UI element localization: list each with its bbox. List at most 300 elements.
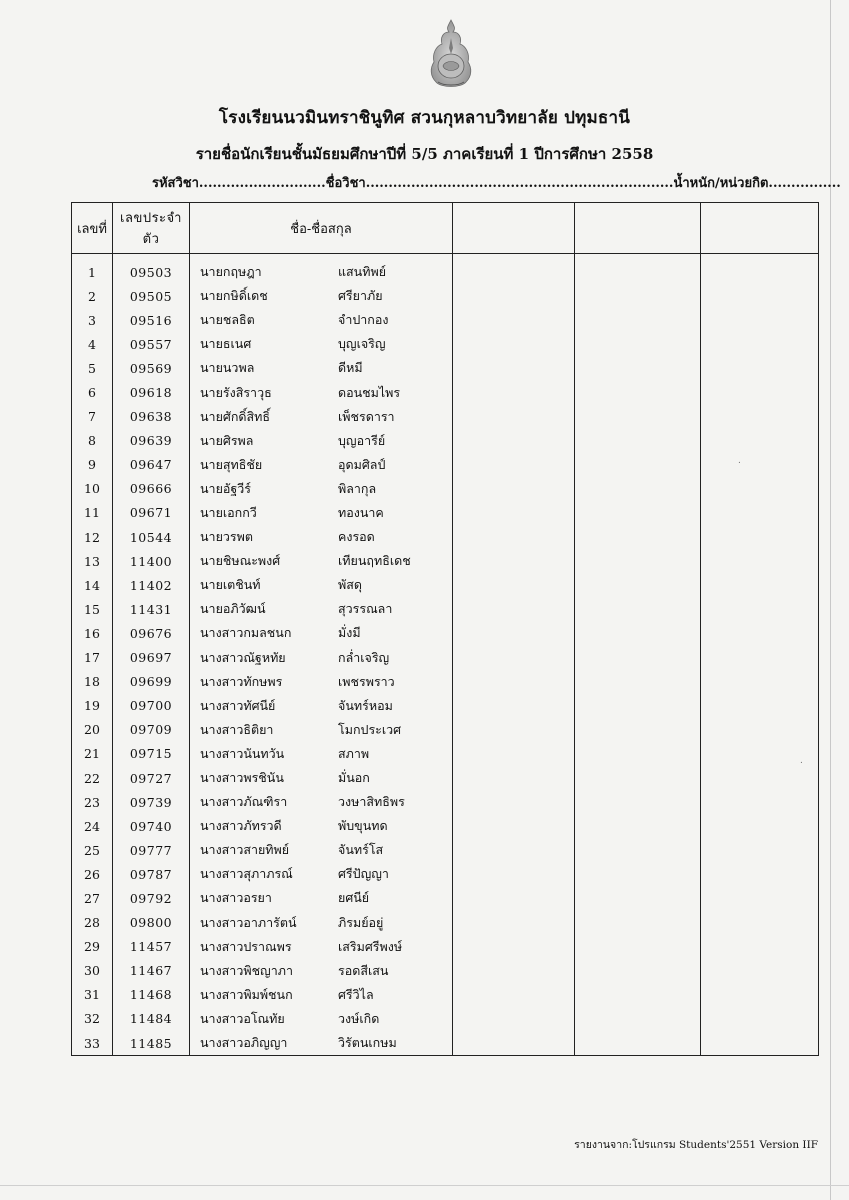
blank-score-cell [453, 766, 575, 790]
table-row [72, 284, 819, 308]
blank-score-cell [575, 983, 701, 1007]
blank-score-cell [575, 308, 701, 332]
student-name [190, 332, 453, 356]
blank-score-cell [701, 405, 819, 429]
row-number: 8 [72, 429, 113, 453]
blank-score-cell [701, 380, 819, 404]
table-row [72, 646, 819, 670]
student-name [190, 573, 453, 597]
row-number: 15 [72, 597, 113, 621]
subject-name-field: ชื่อวิชา.................................................................... [325, 176, 674, 191]
student-first-name: นายเตชินท์ [200, 577, 261, 593]
student-first-name: นางสาวนันทวัน [200, 745, 285, 761]
table-row [72, 670, 819, 694]
student-name [190, 959, 453, 983]
blank-score-cell [575, 646, 701, 670]
student-first-name: นายรังสิราวุธ [200, 384, 272, 400]
student-first-name: นางสาวทักษพร [200, 673, 283, 689]
table-row [72, 694, 819, 718]
table-row [72, 573, 819, 597]
student-name [190, 718, 453, 742]
blank-score-cell [701, 1031, 819, 1056]
student-first-name: นางสาวสุภาภรณ์ [200, 866, 293, 882]
student-name [190, 838, 453, 862]
blank-score-cell [575, 501, 701, 525]
blank-score-cell [701, 670, 819, 694]
table-row [72, 935, 819, 959]
table-row [72, 308, 819, 332]
blank-score-cell [701, 983, 819, 1007]
student-roster-table [71, 202, 819, 1056]
table-row [72, 380, 819, 404]
row-number: 3 [72, 308, 113, 332]
blank-score-cell [575, 959, 701, 983]
row-number: 16 [72, 621, 113, 645]
blank-score-cell [701, 838, 819, 862]
blank-score-cell [701, 935, 819, 959]
student-last-name: ยศนีย์ [338, 890, 370, 906]
blank-score-cell [575, 814, 701, 838]
blank-score-cell [575, 332, 701, 356]
student-first-name: นายศักดิ์สิทธิ์ [200, 408, 271, 424]
student-id: 09800 [113, 911, 190, 935]
blank-score-cell [701, 1007, 819, 1031]
row-number: 14 [72, 573, 113, 597]
row-number: 21 [72, 742, 113, 766]
student-name [190, 501, 453, 525]
student-id: 09505 [113, 284, 190, 308]
blank-score-cell [453, 477, 575, 501]
blank-score-cell [453, 790, 575, 814]
row-number: 18 [72, 670, 113, 694]
row-number: 24 [72, 814, 113, 838]
blank-score-cell [575, 405, 701, 429]
blank-score-cell [575, 1031, 701, 1056]
row-number: 5 [72, 356, 113, 380]
student-last-name: มั่งมี [338, 625, 361, 641]
student-name [190, 911, 453, 935]
student-name [190, 886, 453, 910]
blank-score-cell [453, 646, 575, 670]
column-header-blank-1 [453, 203, 575, 254]
credit-field: น้ำหนัก/หน่วยกิต................ [673, 176, 841, 191]
student-first-name: นางสาวอโณทัย [200, 1010, 285, 1026]
student-name [190, 308, 453, 332]
student-name [190, 646, 453, 670]
student-id: 09787 [113, 862, 190, 886]
row-number: 19 [72, 694, 113, 718]
student-id: 09557 [113, 332, 190, 356]
blank-score-cell [575, 838, 701, 862]
blank-score-cell [453, 429, 575, 453]
blank-score-cell [575, 453, 701, 477]
student-name [190, 380, 453, 404]
student-last-name: ดอนชมไพร [338, 384, 401, 400]
student-id: 11402 [113, 573, 190, 597]
student-last-name: กล่ำเจริญ [338, 649, 390, 665]
blank-score-cell [453, 525, 575, 549]
student-id: 09618 [113, 380, 190, 404]
blank-score-cell [575, 380, 701, 404]
blank-score-cell [575, 477, 701, 501]
student-first-name: นายชิษณะพงศ์ [200, 553, 281, 569]
student-first-name: นางสาวพิชญาภา [200, 962, 293, 978]
school-title: โรงเรียนนวมินทราชินูทิศ สวนกุหลาบวิทยาลัย ปทุมธานี [218, 108, 631, 128]
student-name [190, 694, 453, 718]
row-number: 31 [72, 983, 113, 1007]
row-number: 10 [72, 477, 113, 501]
page-edge-bottom [0, 1185, 849, 1186]
blank-score-cell [701, 597, 819, 621]
row-number: 6 [72, 380, 113, 404]
student-id: 11485 [113, 1031, 190, 1056]
student-first-name: นางสาวกมลชนก [200, 625, 292, 641]
student-id: 09715 [113, 742, 190, 766]
blank-score-cell [453, 935, 575, 959]
student-last-name: พัสดุ [338, 577, 362, 593]
blank-score-cell [453, 260, 575, 284]
student-last-name: แสนทิพย์ [338, 264, 387, 280]
row-number: 20 [72, 718, 113, 742]
table-row [72, 1007, 819, 1031]
table-row [72, 766, 819, 790]
row-number: 32 [72, 1007, 113, 1031]
blank-score-cell [701, 766, 819, 790]
student-name [190, 405, 453, 429]
student-last-name: บุญอารีย์ [338, 432, 386, 448]
student-last-name: สภาพ [338, 745, 370, 761]
blank-score-cell [701, 525, 819, 549]
student-first-name: นางสาวปราณพร [200, 938, 292, 954]
student-last-name: จันทร์โส [338, 842, 384, 858]
blank-score-cell [701, 814, 819, 838]
student-id: 11467 [113, 959, 190, 983]
student-name [190, 621, 453, 645]
row-number: 12 [72, 525, 113, 549]
student-id: 09777 [113, 838, 190, 862]
student-last-name: โมกประเวศ [338, 721, 402, 737]
row-number: 30 [72, 959, 113, 983]
student-id: 10544 [113, 525, 190, 549]
student-last-name: เสริมศรีพงษ์ [338, 938, 403, 954]
student-id: 11484 [113, 1007, 190, 1031]
blank-score-cell [453, 983, 575, 1007]
student-name [190, 453, 453, 477]
student-id: 09638 [113, 405, 190, 429]
table-row [72, 621, 819, 645]
student-name [190, 742, 453, 766]
blank-score-cell [453, 284, 575, 308]
student-last-name: จันทร์หอม [338, 697, 393, 713]
student-last-name: จำปากอง [338, 312, 389, 328]
blank-score-cell [575, 862, 701, 886]
row-number: 33 [72, 1031, 113, 1056]
column-header-number: เลขที่ [72, 203, 113, 254]
blank-score-cell [453, 742, 575, 766]
blank-score-cell [453, 356, 575, 380]
student-last-name: ภิรมย์อยู่ [338, 914, 384, 930]
student-first-name: นายกฤษฎา [200, 264, 262, 280]
blank-score-cell [453, 694, 575, 718]
table-row [72, 549, 819, 573]
blank-score-cell [701, 260, 819, 284]
student-last-name: เพ็ชรดารา [338, 408, 395, 424]
student-last-name: เพชรพราว [338, 673, 395, 689]
row-number: 25 [72, 838, 113, 862]
student-name [190, 477, 453, 501]
row-number: 22 [72, 766, 113, 790]
student-first-name: นายสุทธิชัย [200, 456, 263, 472]
student-name [190, 525, 453, 549]
blank-score-cell [701, 959, 819, 983]
blank-score-cell [575, 260, 701, 284]
blank-score-cell [575, 621, 701, 645]
table-row [72, 429, 819, 453]
student-id: 09697 [113, 646, 190, 670]
blank-score-cell [701, 911, 819, 935]
blank-score-cell [453, 308, 575, 332]
student-first-name: นางสาวทัศนีย์ [200, 697, 276, 713]
student-id: 11468 [113, 983, 190, 1007]
table-row [72, 959, 819, 983]
blank-score-cell [701, 356, 819, 380]
student-last-name: ศรียาภัย [338, 288, 383, 304]
blank-score-cell [575, 935, 701, 959]
student-name [190, 1007, 453, 1031]
subject-code-field: รหัสวิชา............................ [152, 176, 326, 191]
blank-score-cell [453, 1031, 575, 1056]
row-number: 7 [72, 405, 113, 429]
student-first-name: นายนวพล [200, 360, 255, 376]
blank-score-cell [575, 284, 701, 308]
blank-score-cell [453, 549, 575, 573]
student-name [190, 670, 453, 694]
column-header-blank-3 [701, 203, 819, 254]
student-id: 09666 [113, 477, 190, 501]
blank-score-cell [575, 429, 701, 453]
table-row [72, 790, 819, 814]
student-last-name: วงษ์เกิด [338, 1010, 380, 1026]
blank-score-cell [575, 573, 701, 597]
table-row [72, 1031, 819, 1056]
row-number: 26 [72, 862, 113, 886]
blank-score-cell [575, 549, 701, 573]
student-first-name: นายอัฐวีร์ [200, 480, 252, 496]
student-last-name: วิรัตนเกษม [338, 1035, 397, 1051]
student-name [190, 935, 453, 959]
student-name [190, 597, 453, 621]
student-name [190, 429, 453, 453]
student-first-name: นายธเนศ [200, 336, 252, 352]
table-header-row [72, 203, 819, 254]
student-last-name: เทียนฤทธิเดช [338, 553, 411, 569]
student-first-name: นายอภิวัฒน์ [200, 601, 266, 617]
table-row [72, 886, 819, 910]
report-source-footer: รายงานจาก:โปรแกรม Students'2551 Version IIF [574, 1139, 818, 1151]
student-id: 09792 [113, 886, 190, 910]
student-last-name: คงรอด [338, 529, 375, 545]
blank-score-cell [575, 597, 701, 621]
row-number: 4 [72, 332, 113, 356]
table-row [72, 718, 819, 742]
student-first-name: นายเอกกวี [200, 504, 257, 520]
student-id: 09639 [113, 429, 190, 453]
blank-score-cell [575, 766, 701, 790]
student-first-name: นางสาวณัฐหทัย [200, 649, 286, 665]
student-id: 11457 [113, 935, 190, 959]
student-first-name: นางสาวภัณฑิรา [200, 794, 288, 810]
student-id: 09739 [113, 790, 190, 814]
scan-speck: . [738, 456, 741, 466]
row-number: 28 [72, 911, 113, 935]
blank-score-cell [575, 525, 701, 549]
blank-score-cell [701, 646, 819, 670]
blank-score-cell [701, 308, 819, 332]
student-name [190, 766, 453, 790]
student-name [190, 356, 453, 380]
student-first-name: นางสาวสายทิพย์ [200, 842, 290, 858]
blank-score-cell [453, 959, 575, 983]
student-name [190, 790, 453, 814]
blank-score-cell [701, 429, 819, 453]
student-id: 09671 [113, 501, 190, 525]
blank-score-cell [453, 670, 575, 694]
student-name [190, 260, 453, 284]
column-header-name: ชื่อ-ชื่อสกุล [190, 203, 453, 254]
student-name [190, 862, 453, 886]
table-row [72, 501, 819, 525]
table-row [72, 983, 819, 1007]
blank-score-cell [575, 911, 701, 935]
table-row [72, 911, 819, 935]
blank-score-cell [701, 453, 819, 477]
table-row [72, 453, 819, 477]
blank-score-cell [575, 886, 701, 910]
blank-score-cell [575, 670, 701, 694]
student-first-name: นางสาวภัทรวดี [200, 818, 282, 834]
blank-score-cell [575, 742, 701, 766]
table-row [72, 356, 819, 380]
row-number: 9 [72, 453, 113, 477]
student-last-name: พิลากุล [338, 480, 377, 496]
student-last-name: บุญเจริญ [338, 336, 386, 352]
student-id: 09709 [113, 718, 190, 742]
blank-score-cell [453, 718, 575, 742]
scan-speck: . [800, 756, 803, 766]
student-id: 09727 [113, 766, 190, 790]
blank-score-cell [453, 886, 575, 910]
blank-score-cell [575, 790, 701, 814]
table-row [72, 814, 819, 838]
student-id: 09516 [113, 308, 190, 332]
student-first-name: นางสาวพิมพ์ชนก [200, 986, 293, 1002]
student-id: 11400 [113, 549, 190, 573]
student-id: 09700 [113, 694, 190, 718]
subject-info-line [152, 172, 841, 193]
blank-score-cell [453, 838, 575, 862]
blank-score-cell [575, 694, 701, 718]
student-last-name: วงษาสิทธิพร [338, 794, 405, 810]
blank-score-cell [701, 718, 819, 742]
blank-score-cell [453, 911, 575, 935]
student-first-name: นางสาวพรชินัน [200, 770, 284, 786]
student-last-name: อุดมศิลป์ [338, 456, 386, 472]
student-first-name: นางสาวอาภารัตน์ [200, 914, 297, 930]
blank-score-cell [453, 332, 575, 356]
blank-score-cell [701, 862, 819, 886]
student-first-name: นางสาวอรยา [200, 890, 272, 906]
blank-score-cell [701, 886, 819, 910]
blank-score-cell [453, 453, 575, 477]
student-id: 09647 [113, 453, 190, 477]
student-last-name: สุวรรณลา [338, 601, 393, 617]
blank-score-cell [701, 790, 819, 814]
student-first-name: นางสาวธิติยา [200, 721, 274, 737]
student-id: 09676 [113, 621, 190, 645]
student-name [190, 1031, 453, 1056]
table-row [72, 405, 819, 429]
table-row [72, 525, 819, 549]
blank-score-cell [575, 1007, 701, 1031]
blank-score-cell [701, 549, 819, 573]
blank-score-cell [453, 597, 575, 621]
student-id: 09503 [113, 260, 190, 284]
row-number: 13 [72, 549, 113, 573]
class-roster-title: รายชื่อนักเรียนชั้นมัธยมศึกษาปีที่ 5/5 ภาคเรียนที่ 1 ปีการศึกษา 2558 [195, 145, 654, 163]
blank-score-cell [453, 380, 575, 404]
column-header-student-id: เลขประจำตัว [113, 203, 190, 254]
row-number: 17 [72, 646, 113, 670]
student-first-name: นายศิรพล [200, 432, 254, 448]
student-name [190, 284, 453, 308]
row-number: 1 [72, 260, 113, 284]
table-row [72, 597, 819, 621]
blank-score-cell [701, 621, 819, 645]
blank-score-cell [453, 621, 575, 645]
student-last-name: มั่นอก [338, 770, 370, 786]
student-id: 09740 [113, 814, 190, 838]
student-first-name: นายวรพต [200, 529, 253, 545]
row-number: 2 [72, 284, 113, 308]
row-number: 29 [72, 935, 113, 959]
table-row [72, 260, 819, 284]
student-id: 09699 [113, 670, 190, 694]
student-name [190, 814, 453, 838]
student-last-name: ศรีวิไล [338, 986, 374, 1002]
student-first-name: นายกษิดิ์เดช [200, 288, 268, 304]
blank-score-cell [701, 332, 819, 356]
blank-score-cell [701, 501, 819, 525]
blank-score-cell [701, 477, 819, 501]
row-number: 27 [72, 886, 113, 910]
student-id: 09569 [113, 356, 190, 380]
student-name [190, 983, 453, 1007]
column-header-blank-2 [575, 203, 701, 254]
blank-score-cell [575, 718, 701, 742]
blank-score-cell [701, 694, 819, 718]
blank-score-cell [701, 284, 819, 308]
table-row [72, 742, 819, 766]
student-name [190, 549, 453, 573]
blank-score-cell [453, 814, 575, 838]
blank-score-cell [575, 356, 701, 380]
blank-score-cell [453, 573, 575, 597]
table-row [72, 477, 819, 501]
blank-score-cell [453, 862, 575, 886]
student-first-name: นางสาวอภิญญา [200, 1035, 288, 1051]
student-last-name: พับขุนทด [338, 818, 388, 834]
blank-score-cell [701, 573, 819, 597]
